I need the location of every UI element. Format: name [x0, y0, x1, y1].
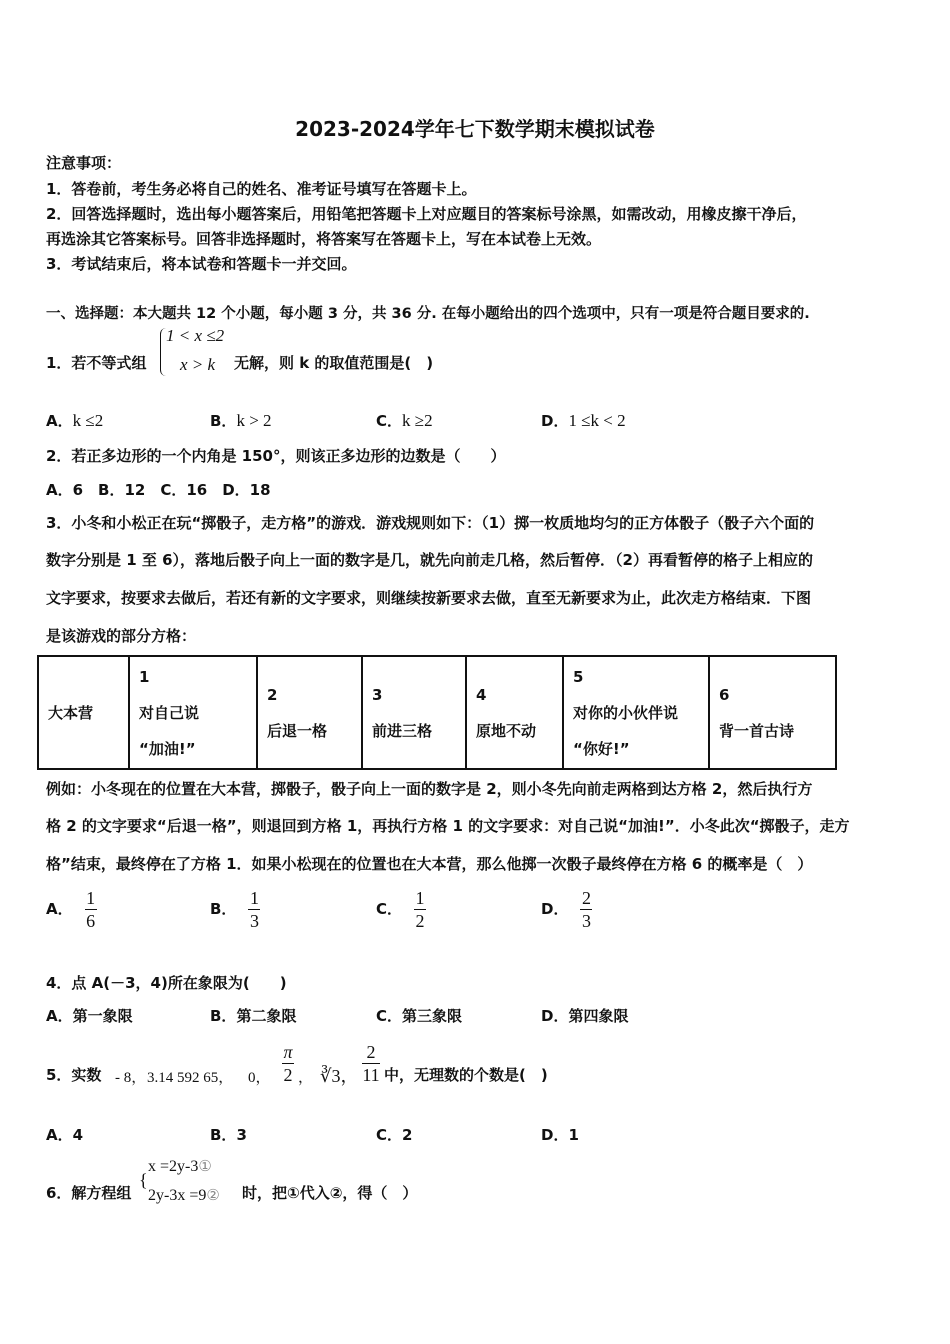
q3-option-d — [541, 888, 592, 931]
numerator: 1 — [249, 888, 259, 908]
q4-option-d — [541, 1005, 628, 1026]
notice-item: 2．回答选择题时，选出每小题答案后，用铅笔把答题卡上对应题目的答案标号涂黑，如需改动，用橡皮擦干净后， — [46, 205, 807, 223]
fraction — [248, 888, 260, 931]
option-value: 2 — [402, 1126, 413, 1144]
cell-text: “加油!” — [139, 739, 196, 758]
q5-number: 3.14 592 65， — [147, 1070, 234, 1086]
numerator: 2 — [581, 888, 591, 908]
section-heading: 一、选择题：本大题共 12 个小题，每小题 3 分，共 36 分. 在每小题给出的四个选项中，只有一项是符合题目要求的. — [46, 306, 810, 322]
option-label: C． — [376, 412, 403, 430]
q6-prefix: 6．解方程组 — [46, 1184, 132, 1202]
denominator: 3 — [249, 911, 259, 931]
cell-number: 5 — [573, 667, 584, 686]
equation-marker: ① — [198, 1159, 212, 1175]
q1-inequality-2: x > k — [180, 355, 216, 374]
q4-option-a — [46, 1005, 133, 1026]
option-label: C． — [376, 1126, 403, 1144]
option-value: 第二象限 — [236, 1007, 297, 1025]
fraction-bar — [85, 909, 97, 910]
q5-number: - 8， — [115, 1070, 147, 1086]
q3-option-a — [46, 888, 97, 931]
q1-suffix: 无解，则 k 的取值范围是( ) — [234, 354, 434, 372]
fraction-bar — [282, 1063, 294, 1064]
q5-pi-fraction — [282, 1042, 294, 1085]
cell-2 — [257, 656, 362, 769]
cell-base — [38, 656, 129, 769]
q6-equation-2 — [148, 1186, 220, 1205]
denominator: 2 — [283, 1065, 293, 1085]
option-label: A． — [46, 1126, 73, 1144]
denominator: 2 — [415, 911, 425, 931]
equation-marker: ② — [206, 1188, 220, 1204]
q1-option-a — [46, 410, 103, 431]
equation-text: x =2y-3 — [148, 1158, 199, 1175]
option-label: B． — [210, 412, 237, 430]
option-label: A． — [46, 900, 73, 918]
q3-example: 格 2 的文字要求“后退一格”，则退回到方格 1，再执行方格 1 的文字要求：对自己说“加油!”．小冬此次“掷骰子，走方 — [46, 817, 850, 835]
q2-options: A．6 B．12 C．16 D．18 — [46, 481, 271, 499]
q3-example: 格”结束，最终停在了方格 1．如果小松现在的位置也在大本营，那么他掷一次骰子最终停在方格 6 的概率是（ ） — [46, 855, 813, 873]
option-label: D． — [541, 1126, 569, 1144]
cell-text: 前进三格 — [372, 721, 433, 740]
q5-option-c — [376, 1124, 412, 1145]
notice-item: 1．答卷前，考生务必将自己的姓名、准考证号填写在答题卡上。 — [46, 180, 477, 198]
numerator: 1 — [86, 888, 96, 908]
option-value: k ≥2 — [402, 411, 433, 430]
cell-text: 对你的小伙伴说 — [573, 703, 679, 722]
option-label: A． — [46, 412, 73, 430]
q1-inequality-1: 1 < x ≤2 — [166, 326, 225, 345]
q5-option-b — [210, 1124, 247, 1145]
option-value: 1 ≤k < 2 — [568, 411, 626, 430]
q1-option-d — [541, 410, 626, 431]
brace-icon: { — [139, 1170, 148, 1190]
option-value: 第四象限 — [568, 1007, 629, 1025]
q3-line: 数字分别是 1 至 6），落地后骰子向上一面的数字是几，就先向前走几格，然后暂停．（2）再看暂停的格子上相应的 — [46, 551, 813, 569]
q5-number: 0， — [248, 1070, 271, 1086]
fraction-bar — [248, 909, 260, 910]
cell-number: 2 — [267, 685, 278, 704]
option-value: k ≤2 — [72, 411, 104, 430]
option-value: 4 — [72, 1126, 84, 1144]
cell-text: 大本营 — [48, 703, 94, 722]
q3-line: 3．小冬和小松正在玩“掷骰子，走方格”的游戏．游戏规则如下：（1）掷一枚质地均匀的正方体骰子（骰子六个面的 — [46, 514, 815, 532]
cell-text: “你好!” — [573, 739, 630, 758]
numerator: 2 — [366, 1042, 376, 1062]
option-label: B． — [210, 1007, 237, 1025]
fraction — [414, 888, 426, 931]
notice-heading: 注意事项： — [46, 154, 122, 172]
q6-equation-1 — [148, 1157, 212, 1176]
q6-suffix: 时，把①代入②，得（ ） — [242, 1184, 418, 1202]
option-value: 3 — [236, 1126, 247, 1144]
q3-line: 文字要求，按要求去做后，若还有新的文字要求，则继续按新要求去做，直至无新要求为止，此次走方格结束．下图 — [46, 589, 812, 607]
option-value: 第一象限 — [72, 1007, 133, 1025]
option-value: 1 — [568, 1126, 579, 1144]
option-label: D． — [541, 1007, 569, 1025]
equation-text: 2y-3x =9 — [148, 1187, 207, 1204]
cell-4 — [466, 656, 563, 769]
cell-1 — [129, 656, 257, 769]
denominator: 6 — [86, 911, 96, 931]
notice-item: 3．考试结束后，将本试卷和答题卡一并交回。 — [46, 255, 357, 273]
numerator: 1 — [415, 888, 425, 908]
q5-option-a — [46, 1124, 83, 1145]
q3-option-c — [376, 888, 426, 931]
game-board-table — [37, 655, 837, 770]
q2-stem: 2．若正多边形的一个内角是 150°，则该正多边形的边数是（ ） — [46, 447, 506, 465]
q5-fraction — [362, 1042, 380, 1085]
cell-number: 1 — [139, 667, 150, 686]
notice-item: 再选涂其它答案标号。回答非选择题时，将答案写在答题卡上，写在本试卷上无效。 — [46, 230, 602, 248]
cell-number: 3 — [372, 685, 383, 704]
q1-option-c — [376, 410, 433, 431]
option-value: k > 2 — [236, 411, 272, 430]
cell-number: 6 — [719, 685, 730, 704]
option-value: 第三象限 — [402, 1007, 463, 1025]
q4-option-b — [210, 1005, 296, 1026]
option-label: B． — [210, 1126, 237, 1144]
cell-text: 背一首古诗 — [719, 721, 795, 740]
option-label: C． — [376, 900, 403, 918]
option-label: C． — [376, 1007, 403, 1025]
fraction-bar — [414, 909, 426, 910]
q3-example: 例如：小冬现在的位置在大本营，掷骰子，骰子向上一面的数字是 2，则小冬先向前走两格到达方格 2，然后执行方 — [46, 780, 813, 798]
q4-stem: 4．点 A(－3，4)所在象限为( ) — [46, 974, 287, 992]
option-label: D． — [541, 412, 569, 430]
fraction-bar — [362, 1063, 380, 1064]
cell-text: 原地不动 — [476, 721, 537, 740]
q5-cube-root: ∛3， — [320, 1066, 359, 1086]
fraction — [85, 888, 97, 931]
page-title: 2023-2024学年七下数学期末模拟试卷 — [295, 117, 655, 141]
cell-3 — [362, 656, 466, 769]
option-label: B． — [210, 900, 237, 918]
q1-prefix: 1．若不等式组 — [46, 354, 147, 372]
cell-5 — [563, 656, 709, 769]
q5-option-d — [541, 1124, 579, 1145]
option-label: A． — [46, 1007, 73, 1025]
cell-text: 后退一格 — [267, 721, 328, 740]
q3-line: 是该游戏的部分方格： — [46, 627, 197, 645]
denominator: 3 — [581, 911, 591, 931]
q1-option-b — [210, 410, 272, 431]
cell-number: 4 — [476, 685, 487, 704]
denominator: 11 — [362, 1065, 380, 1085]
numerator: π — [283, 1042, 293, 1062]
cell-text: 对自己说 — [139, 703, 200, 722]
q4-option-c — [376, 1005, 462, 1026]
q5-comma: ， — [298, 1068, 314, 1086]
fraction — [580, 888, 592, 931]
q5-prefix: 5．实数 — [46, 1066, 102, 1084]
option-label: D． — [541, 900, 569, 918]
q5-suffix: 中，无理数的个数是( ) — [384, 1066, 548, 1084]
q3-option-b — [210, 888, 260, 931]
fraction-bar — [580, 909, 592, 910]
cell-6 — [709, 656, 836, 769]
